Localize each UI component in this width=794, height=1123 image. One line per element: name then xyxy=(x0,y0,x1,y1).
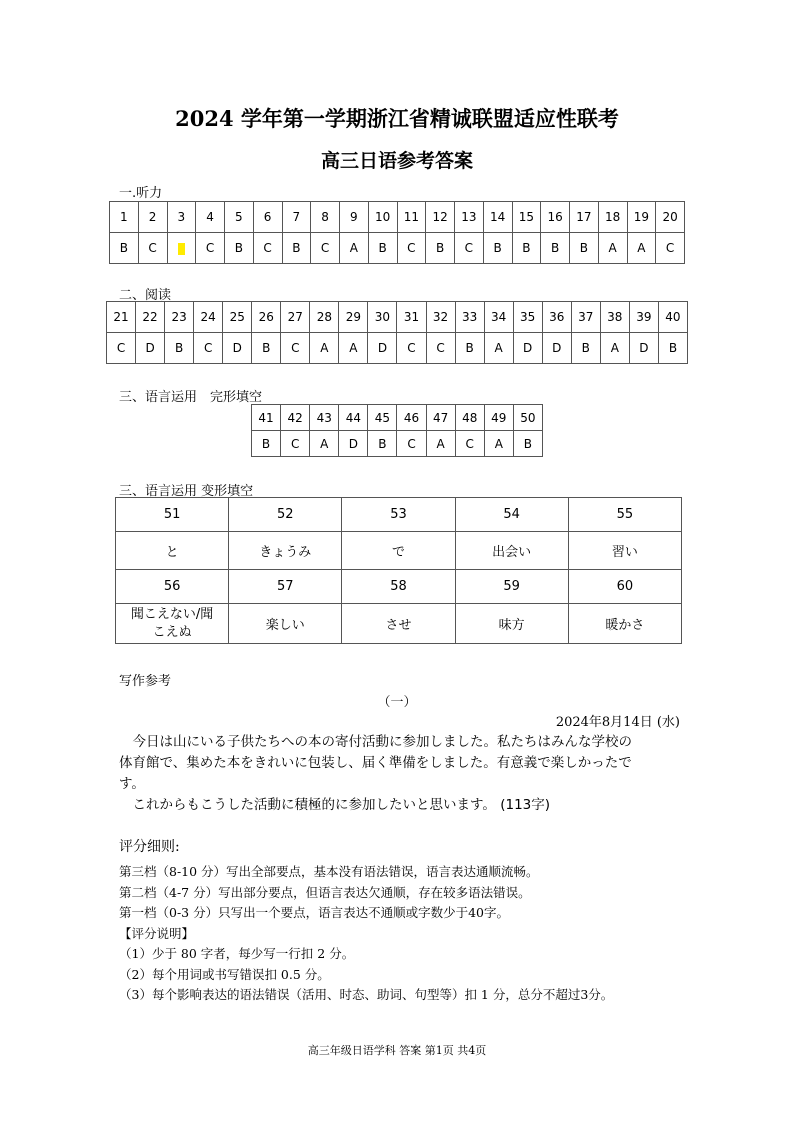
cloze-answer-cell-4: D xyxy=(339,431,368,457)
cloze-answer-cell-1: B xyxy=(252,431,281,457)
tier-3: 第三档（8-10 分）写出全部要点，基本没有语法错误，语言表达通顺流畅。 xyxy=(119,864,539,879)
conjugation-number-cell-b-5: 60 xyxy=(568,570,681,604)
cloze-number-cell-5: 45 xyxy=(368,405,397,431)
reading-answer-cell-18: A xyxy=(600,333,629,364)
listening-number-cell-1: 1 xyxy=(110,202,139,233)
listening-number-cell-14: 14 xyxy=(483,202,512,233)
listening-number-cell-20: 20 xyxy=(656,202,685,233)
listening-answer-cell-14: B xyxy=(483,233,512,264)
answer-cell-59: 味方 xyxy=(455,604,568,644)
essay-line-2: 体育館で、集めた本をきれいに包装し、届く準備をしました。有意義で楽しかったで xyxy=(119,755,632,771)
cloze-table xyxy=(251,404,543,457)
cloze-answer-cell-2: C xyxy=(281,431,310,457)
listening-table xyxy=(109,201,685,264)
reading-number-cell-2: 22 xyxy=(136,302,165,333)
page-footer: 高三年级日语学科 答案 第1页 共4页 xyxy=(307,1044,487,1057)
listening-answer-cell-16: B xyxy=(541,233,570,264)
answer-cell-58: させ xyxy=(342,604,455,644)
listening-number-cell-15: 15 xyxy=(512,202,541,233)
conjugation-answer-cell-1: と xyxy=(116,532,229,570)
cloze-number-cell-7: 47 xyxy=(426,405,455,431)
listening-number-cell-11: 11 xyxy=(397,202,426,233)
cloze-answer-cell-9: A xyxy=(484,431,513,457)
cloze-number-cell-8: 48 xyxy=(455,405,484,431)
listening-number-cell-2: 2 xyxy=(138,202,167,233)
listening-number-cell-17: 17 xyxy=(570,202,599,233)
cloze-answer-cell-8: C xyxy=(455,431,484,457)
reading-number-cell-8: 28 xyxy=(310,302,339,333)
listening-number-cell-10: 10 xyxy=(368,202,397,233)
listening-number-cell-8: 8 xyxy=(311,202,340,233)
reading-heading: 二、阅读 xyxy=(119,288,172,303)
reading-number-cell-5: 25 xyxy=(223,302,252,333)
listening-number-cell-3: 3 xyxy=(167,202,196,233)
listening-answer-cell-3 xyxy=(167,233,196,264)
reading-number-cell-15: 35 xyxy=(513,302,542,333)
reading-number-cell-20: 40 xyxy=(658,302,687,333)
reading-answer-cell-16: D xyxy=(542,333,571,364)
reading-number-cell-17: 37 xyxy=(571,302,600,333)
reading-number-cell-12: 32 xyxy=(426,302,455,333)
reading-answer-cell-9: A xyxy=(339,333,368,364)
listening-answer-cell-13: C xyxy=(455,233,484,264)
listening-number-cell-9: 9 xyxy=(340,202,369,233)
sample-essay xyxy=(119,732,699,816)
listening-answer-cell-15: B xyxy=(512,233,541,264)
cloze-number-cell-1: 41 xyxy=(252,405,281,431)
reading-answer-cell-10: D xyxy=(368,333,397,364)
conjugation-number-cell-1: 51 xyxy=(116,498,229,532)
reading-answer-cell-7: C xyxy=(281,333,310,364)
conjugation-answer-cell-3: で xyxy=(342,532,455,570)
cloze-answer-cell-3: A xyxy=(310,431,339,457)
reading-number-cell-13: 33 xyxy=(455,302,484,333)
listening-answer-cell-20: C xyxy=(656,233,685,264)
listening-heading: 一.听力 xyxy=(119,186,163,201)
cloze-number-cell-6: 46 xyxy=(397,405,426,431)
reading-number-cell-14: 34 xyxy=(484,302,513,333)
reading-number-cell-1: 21 xyxy=(107,302,136,333)
note-2: （2）每个用词或书写错误扣 0.5 分。 xyxy=(119,966,330,982)
reading-answer-cell-19: D xyxy=(629,333,658,364)
cloze-answer-cell-7: A xyxy=(426,431,455,457)
reading-answer-cell-13: B xyxy=(455,333,484,364)
reading-number-cell-9: 29 xyxy=(339,302,368,333)
reading-answer-cell-6: B xyxy=(252,333,281,364)
listening-answer-cell-5: B xyxy=(225,233,254,264)
tier-1: 第一档（0-3 分）只写出一个要点，语言表达不通顺或字数少于40字。 xyxy=(119,905,510,920)
note-3: （3）每个影响表达的语法错误（活用、时态、助词、句型等）扣 1 分，总分不超过3分。 xyxy=(119,987,614,1002)
answer-56-line2: こえぬ xyxy=(152,624,192,640)
cloze-number-cell-2: 42 xyxy=(281,405,310,431)
answer-56-line1: 聞こえない/聞 xyxy=(130,606,214,622)
listening-answer-cell-2: C xyxy=(138,233,167,264)
listening-answer-cell-19: A xyxy=(627,233,656,264)
reading-answer-cell-15: D xyxy=(513,333,542,364)
answer-cell-56 xyxy=(116,604,229,644)
cloze-answer-cell-6: C xyxy=(397,431,426,457)
scoring-heading: 评分细则: xyxy=(119,839,180,855)
cloze-number-cell-4: 44 xyxy=(339,405,368,431)
sample-label: （一） xyxy=(377,695,417,710)
conjugation-number-cell-5: 55 xyxy=(568,498,681,532)
listening-answer-cell-7: B xyxy=(282,233,311,264)
conjugation-answer-cell-5: 習い xyxy=(568,532,681,570)
reading-answer-cell-12: C xyxy=(426,333,455,364)
listening-answer-cell-12: B xyxy=(426,233,455,264)
listening-number-cell-19: 19 xyxy=(627,202,656,233)
reading-table xyxy=(106,301,688,364)
note-1: （1）少于 80 字者，每少写一行扣 2 分。 xyxy=(119,946,355,961)
listening-answer-cell-1: B xyxy=(110,233,139,264)
reading-answer-cell-3: B xyxy=(165,333,194,364)
cloze-number-cell-9: 49 xyxy=(484,405,513,431)
listening-answer-cell-6: C xyxy=(253,233,282,264)
cloze-number-cell-10: 50 xyxy=(513,405,542,431)
essay-line-4: これからもこうした活動に積極的に参加したいと思います。 (113字) xyxy=(119,797,551,813)
reading-number-cell-6: 26 xyxy=(252,302,281,333)
listening-answer-cell-10: B xyxy=(368,233,397,264)
conjugation-number-cell-b-3: 58 xyxy=(342,570,455,604)
listening-number-cell-12: 12 xyxy=(426,202,455,233)
listening-answer-cell-18: A xyxy=(598,233,627,264)
reading-answer-cell-14: A xyxy=(484,333,513,364)
reading-answer-cell-1: C xyxy=(107,333,136,364)
scoring-rules xyxy=(119,862,699,1006)
reading-number-cell-16: 36 xyxy=(542,302,571,333)
reading-answer-cell-8: A xyxy=(310,333,339,364)
reading-answer-cell-2: D xyxy=(136,333,165,364)
conjugation-number-cell-4: 54 xyxy=(455,498,568,532)
listening-number-cell-5: 5 xyxy=(225,202,254,233)
listening-answer-cell-9: A xyxy=(340,233,369,264)
conjugation-number-cell-b-2: 57 xyxy=(229,570,342,604)
answer-cell-60: 暖かさ xyxy=(568,604,681,644)
reading-answer-cell-4: C xyxy=(194,333,223,364)
listening-answer-cell-17: B xyxy=(570,233,599,264)
document-subtitle: 高三日语参考答案 xyxy=(320,150,473,172)
answer-cell-57: 楽しい xyxy=(229,604,342,644)
cloze-answer-cell-5: B xyxy=(368,431,397,457)
reading-answer-cell-20: B xyxy=(658,333,687,364)
cloze-heading: 三、语言运用 完形填空 xyxy=(119,390,263,405)
document-title: 2024 学年第一学期浙江省精诚联盟适应性联考 xyxy=(175,106,619,131)
listening-number-cell-6: 6 xyxy=(253,202,282,233)
conjugation-number-cell-b-1: 56 xyxy=(116,570,229,604)
listening-number-cell-18: 18 xyxy=(598,202,627,233)
cloze-number-cell-3: 43 xyxy=(310,405,339,431)
reading-answer-cell-5: D xyxy=(223,333,252,364)
listening-number-cell-4: 4 xyxy=(196,202,225,233)
reading-number-cell-7: 27 xyxy=(281,302,310,333)
reading-number-cell-11: 31 xyxy=(397,302,426,333)
conjugation-number-cell-b-4: 59 xyxy=(455,570,568,604)
conjugation-answer-cell-2: きょうみ xyxy=(229,532,342,570)
listening-number-cell-16: 16 xyxy=(541,202,570,233)
reading-number-cell-18: 38 xyxy=(600,302,629,333)
conjugation-table xyxy=(115,497,682,644)
listening-number-cell-7: 7 xyxy=(282,202,311,233)
essay-line-3: す。 xyxy=(119,776,145,792)
listening-answer-cell-8: C xyxy=(311,233,340,264)
conjugation-answer-cell-4: 出会い xyxy=(455,532,568,570)
notes-heading: 【评分说明】 xyxy=(119,925,195,941)
writing-heading: 写作参考 xyxy=(119,674,172,689)
sample-date: 2024年8月14日 (水) xyxy=(555,715,680,730)
listening-number-cell-13: 13 xyxy=(455,202,484,233)
highlight-mark xyxy=(178,243,185,255)
listening-answer-cell-11: C xyxy=(397,233,426,264)
tier-2: 第二档（4-7 分）写出部分要点，但语言表达欠通顺，存在较多语法错误。 xyxy=(119,884,531,900)
reading-number-cell-19: 39 xyxy=(629,302,658,333)
cloze-answer-cell-10: B xyxy=(513,431,542,457)
listening-answer-cell-4: C xyxy=(196,233,225,264)
conjugation-number-cell-3: 53 xyxy=(342,498,455,532)
reading-number-cell-4: 24 xyxy=(194,302,223,333)
reading-answer-cell-11: C xyxy=(397,333,426,364)
reading-answer-cell-17: B xyxy=(571,333,600,364)
conjugation-number-cell-2: 52 xyxy=(229,498,342,532)
reading-number-cell-3: 23 xyxy=(165,302,194,333)
reading-number-cell-10: 30 xyxy=(368,302,397,333)
essay-line-1: 今日は山にいる子供たちへの本の寄付活動に参加しました。私たちはみんな学校の xyxy=(119,734,632,750)
conjugation-heading: 三、语言运用 变形填空 xyxy=(119,484,254,499)
